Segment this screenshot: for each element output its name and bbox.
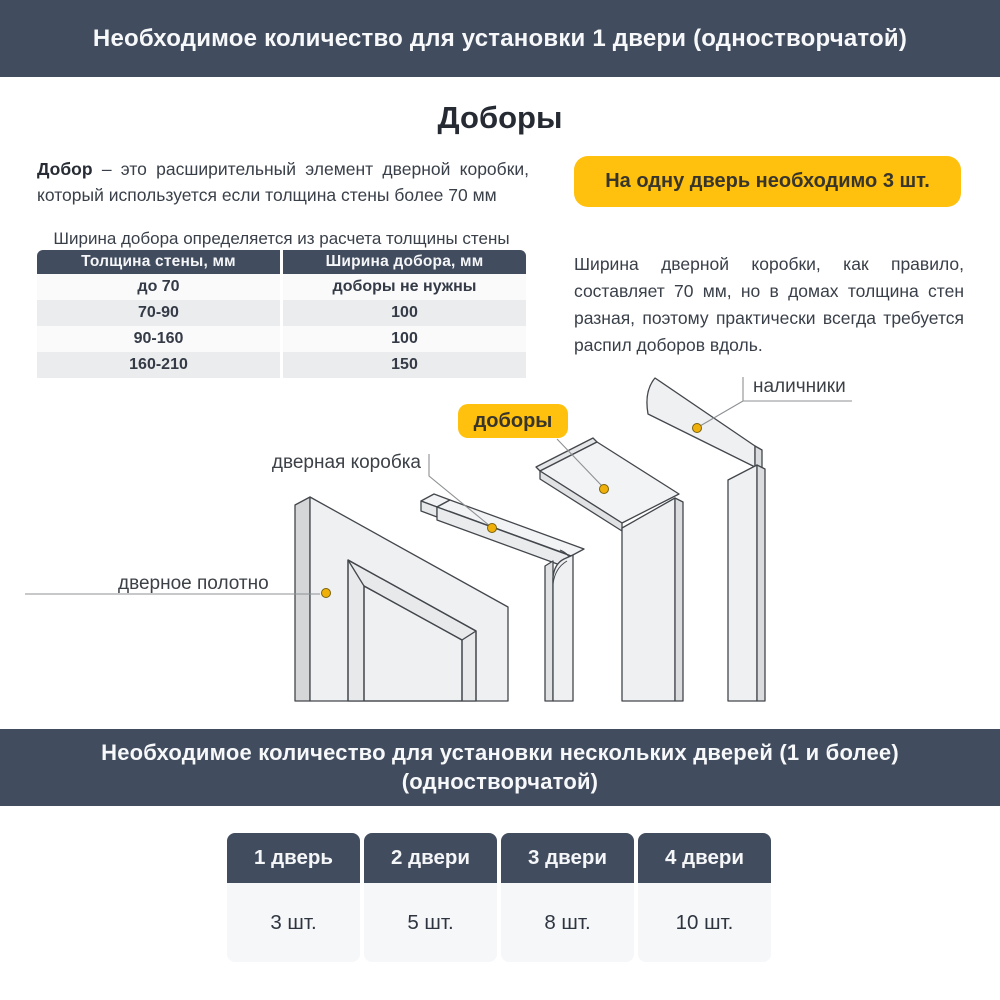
door-frame-dot: [488, 524, 497, 533]
definition-term: Добор: [37, 159, 93, 179]
door-frame-label: дверная коробка: [271, 452, 421, 473]
casing-dot: [693, 424, 702, 433]
definition-text: – это расширительный элемент дверной коробки, который используется если толщина стены более 70 мм: [37, 159, 529, 205]
wall-table-caption: Ширина добора определяется из расчета толщины стены: [53, 229, 510, 248]
table-cell: 150: [283, 352, 526, 378]
top-banner-text: Необходимое количество для установки 1 двери (одностворчатой): [92, 24, 908, 52]
bottom-banner: [0, 729, 1000, 806]
extension-boards-badge: доборы: [458, 404, 568, 438]
table-cell: 100: [283, 300, 526, 326]
doors-table-value: 10 шт.: [638, 883, 771, 962]
wall-thickness-table: [37, 250, 526, 378]
doors-table-header: 1 дверь: [227, 833, 360, 883]
table-cell: до 70: [37, 274, 280, 300]
casings-label: наличники: [753, 376, 846, 397]
wall-table-header-thickness: Толщина стены, мм: [37, 250, 280, 274]
doors-table-header: 4 двери: [638, 833, 771, 883]
table-cell: 100: [283, 326, 526, 352]
extension-dot: [600, 485, 609, 494]
page-title: Доборы: [437, 100, 563, 135]
doors-table-header: 3 двери: [501, 833, 634, 883]
table-cell: доборы не нужны: [283, 274, 526, 300]
door-leaf-label: дверное полотно: [118, 573, 269, 594]
doors-table-header: 2 двери: [364, 833, 497, 883]
frame-width-paragraph: Ширина дверной коробки, как правило, составляет 70 мм, но в домах толщина стен разная, поэтому практически всегда требуется распил доборов вдоль.: [574, 254, 964, 355]
door-leaf-dot: [322, 589, 331, 598]
table-cell: 160-210: [37, 352, 280, 378]
doors-count-table: [227, 833, 771, 962]
definition-paragraph: [37, 156, 529, 208]
bottom-banner-line1: Необходимое количество для установки нескольких дверей (1 и более): [101, 740, 899, 765]
table-cell: 70-90: [37, 300, 280, 326]
wall-table-header-width: Ширина добора, мм: [283, 250, 526, 274]
doors-table-value: 3 шт.: [227, 883, 360, 962]
doors-table-column: [638, 833, 771, 962]
per-door-quantity-badge: На одну дверь необходимо 3 шт.: [574, 156, 961, 207]
doors-table-value: 5 шт.: [364, 883, 497, 962]
doors-table-column: [227, 833, 360, 962]
table-cell: 90-160: [37, 326, 280, 352]
top-banner: [0, 0, 1000, 77]
doors-table-column: [364, 833, 497, 962]
bottom-banner-line2: (одностворчатой): [401, 769, 599, 794]
doors-table-column: [501, 833, 634, 962]
doors-table-value: 8 шт.: [501, 883, 634, 962]
